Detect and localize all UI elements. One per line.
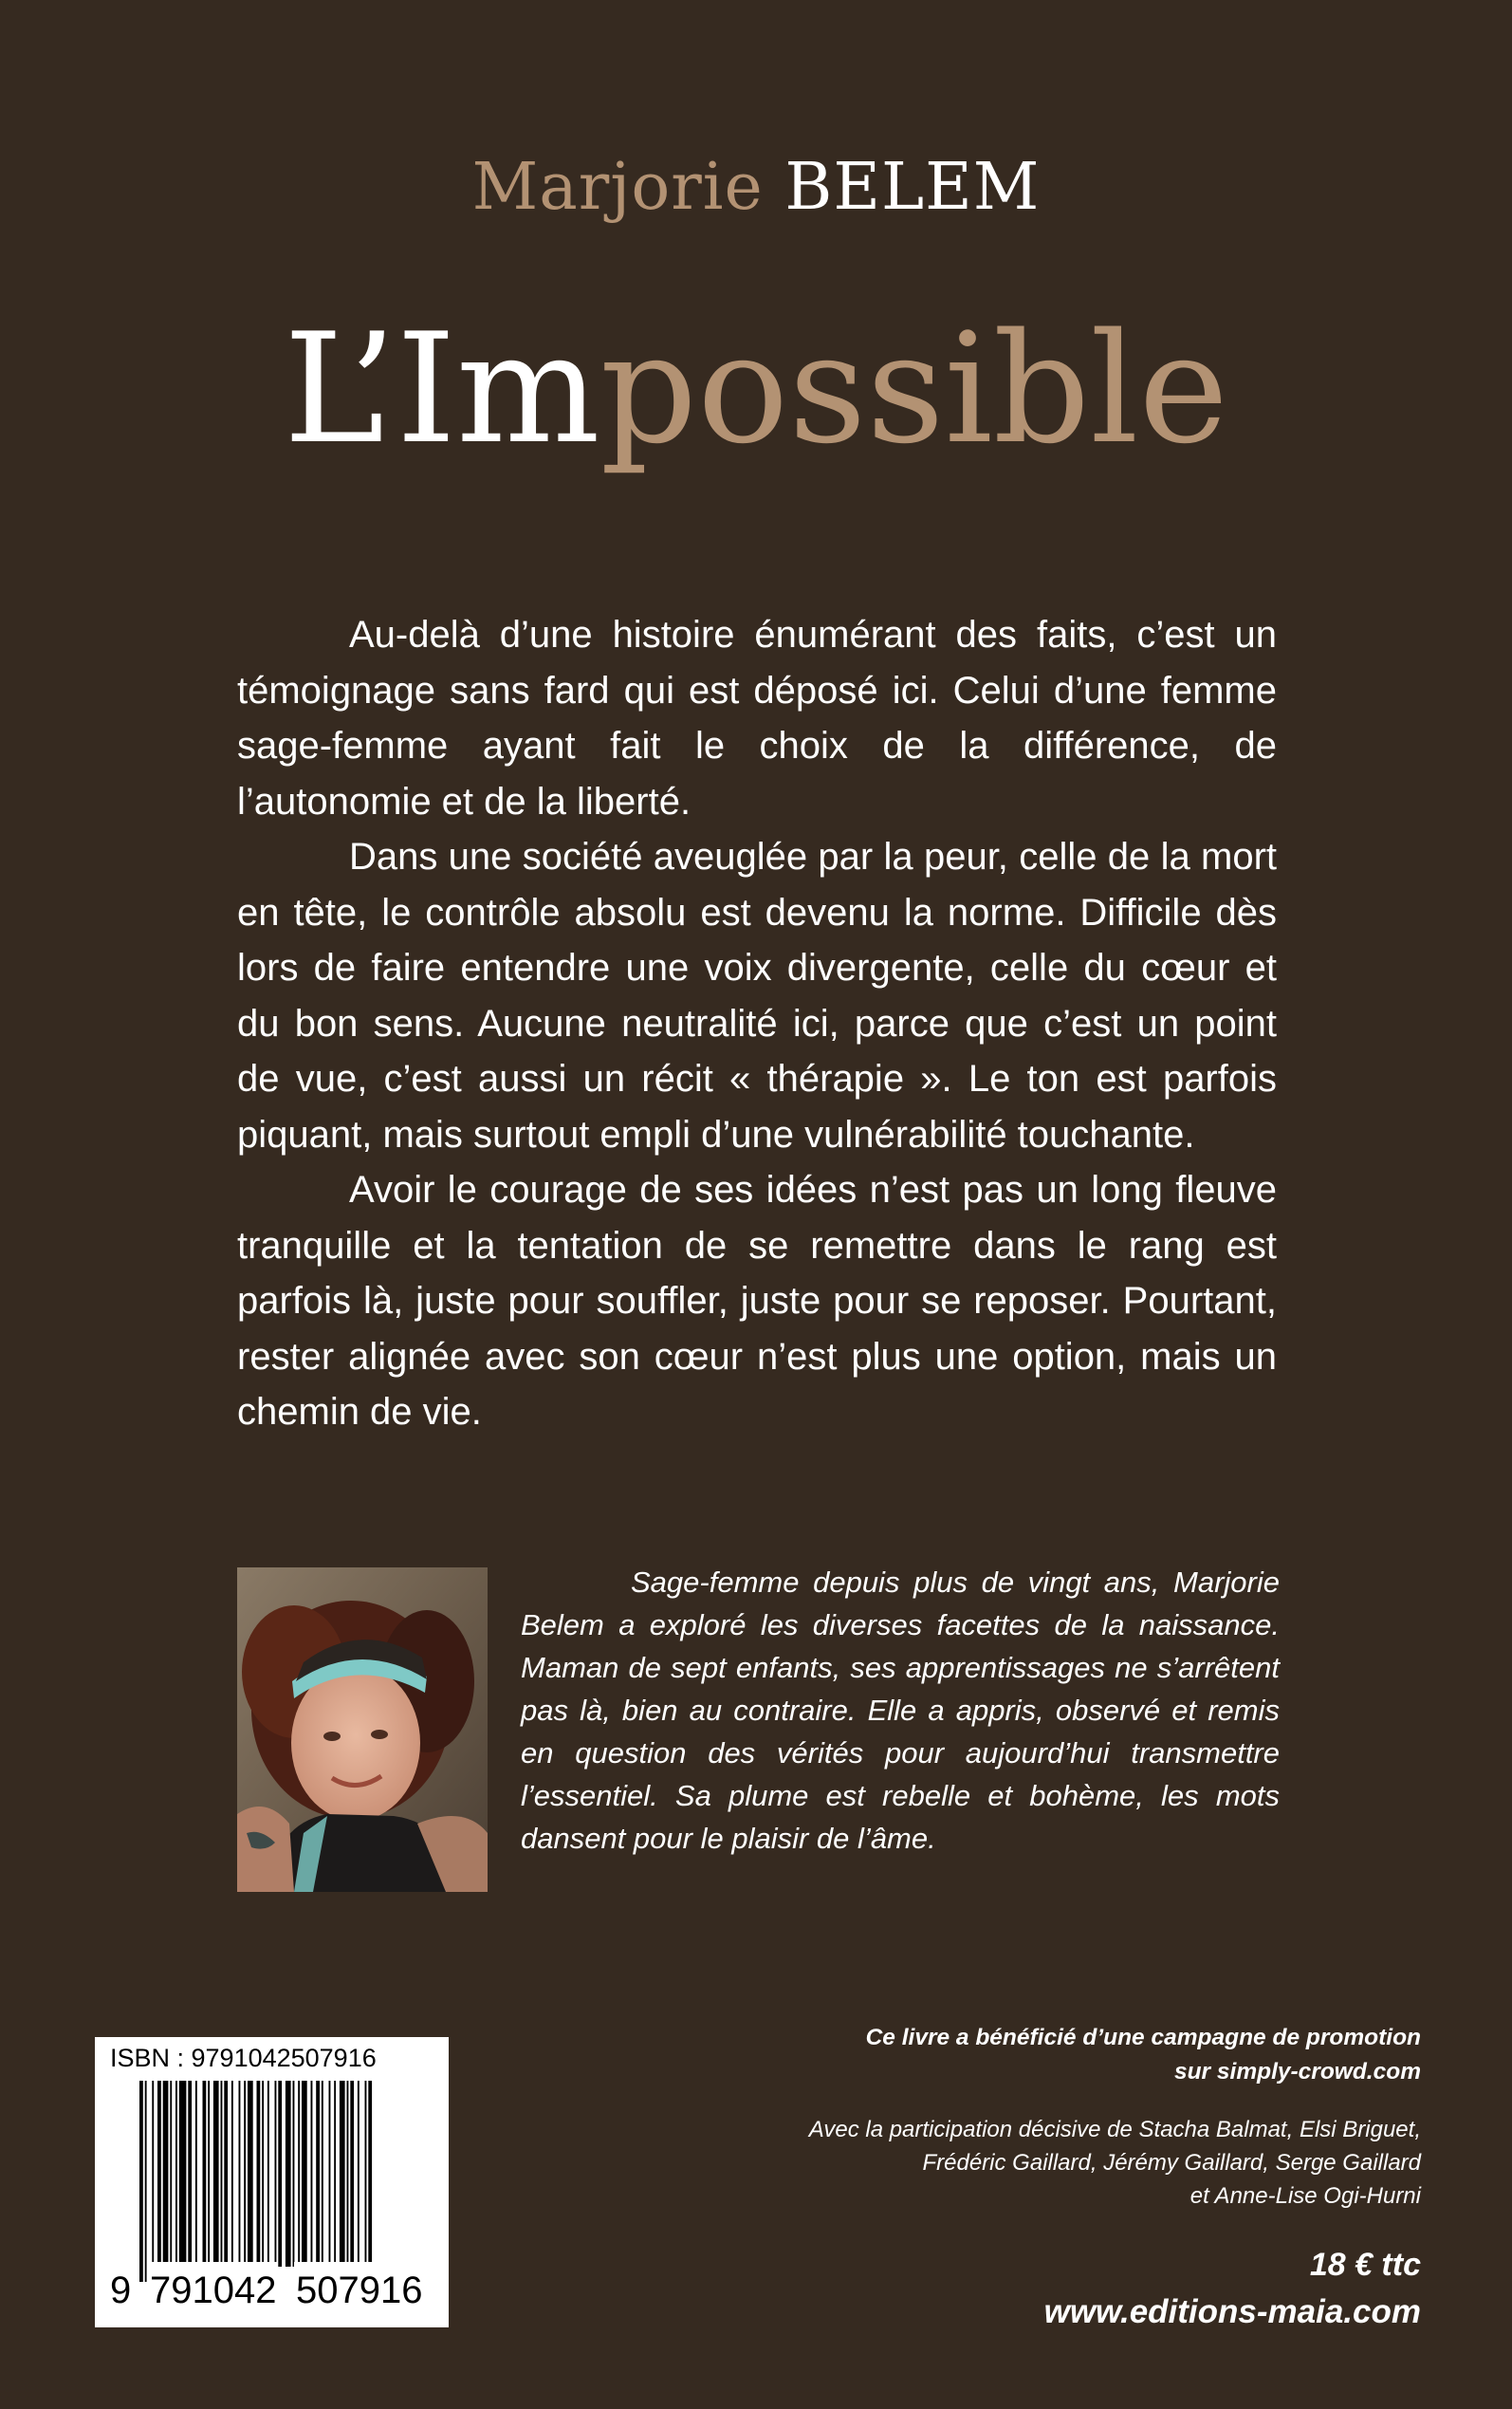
barcode-bar — [244, 2081, 246, 2267]
credits-line-2: Frédéric Gaillard, Jérémy Gaillard, Serge Gaillard — [922, 2150, 1421, 2176]
isbn-digit-first: 9 — [108, 2262, 133, 2319]
credits-line-3: et Anne-Lise Ogi-Hurni — [1189, 2183, 1421, 2209]
barcode-bar — [188, 2081, 192, 2267]
barcode-bar — [139, 2081, 143, 2282]
barcode-bar — [365, 2081, 367, 2267]
book-title — [0, 300, 1512, 477]
barcode-bar — [170, 2081, 172, 2267]
barcode-bar — [262, 2081, 264, 2282]
barcode-bar — [368, 2081, 372, 2282]
back-cover-blurb — [237, 607, 1277, 1440]
barcode-bar — [267, 2081, 269, 2267]
blurb-paragraph: Dans une société aveuglée par la peur, celle de la mort en tête, le contrôle absolu est devenu la norme. Difficile dès lors de faire entendre une voix divergente, celle du cœur et du bon sens. Aucune neutralité ici, parce que c’est un point de vue, c’est aussi un récit « thérapie ». Le ton est parfois piquant, mais surtout empli d’une vulnérabilité touchante. — [237, 836, 1277, 1156]
barcode-bar — [163, 2081, 169, 2267]
barcode-bar — [221, 2081, 223, 2267]
author-name — [0, 150, 1512, 225]
credits-note — [700, 2113, 1421, 2213]
barcode-bar — [278, 2081, 282, 2267]
isbn-label: ISBN : 9791042507916 — [110, 2044, 377, 2072]
barcode-bar — [286, 2081, 291, 2267]
barcode-bar — [340, 2081, 345, 2267]
barcode-bar — [231, 2081, 233, 2267]
barcode-bar — [350, 2081, 354, 2267]
barcode-bar — [203, 2081, 207, 2267]
author-first-name: Marjorie — [471, 150, 764, 225]
title-part-tan: possible — [599, 300, 1229, 477]
barcode-bar — [195, 2081, 197, 2267]
barcode-bar — [239, 2081, 241, 2267]
barcode-bar — [213, 2081, 219, 2267]
title-part-white: L’Im — [283, 300, 600, 477]
barcode-bar — [347, 2081, 349, 2267]
credits-line-1: Avec la participation décisive de Stacha Balmat, Elsi Briguet, — [808, 2117, 1421, 2142]
barcode-bar — [298, 2081, 300, 2267]
barcode-bar — [316, 2081, 320, 2267]
barcode-bar — [257, 2081, 261, 2282]
price: 18 € ttc — [1309, 2247, 1421, 2283]
barcode-bar — [152, 2081, 154, 2267]
promo-note — [757, 2021, 1421, 2089]
promo-line-1: Ce livre a bénéficié d’une campagne de promotion — [865, 2025, 1421, 2050]
barcode-bar — [311, 2081, 313, 2267]
blurb-paragraph: Avoir le courage de ses idées n’est pas un long fleuve tranquille et la tentation de se remettre dans le rang est parfois là, juste pour souffler, juste pour se reposer. Pourtant, rester alignée avec son cœur n’est plus une option, mais un chemin de vie. — [237, 1169, 1277, 1433]
barcode-bar — [322, 2081, 323, 2267]
barcode-bar — [329, 2081, 331, 2267]
bio-paragraph: Sage-femme depuis plus de vingt ans, Marjorie Belem a exploré les diverses facettes de la naissance. Maman de sept enfants, ses apprentissages ne s’arrêtent pas là, bien au contraire. Elle a appris, observé et remis en question des vérités pour aujourd’hui transmettre l’essentiel. Sa plume est rebelle et bohème, les mots dansent pour le plaisir de l’âme. — [521, 1566, 1280, 1855]
isbn-digit-group-1: 791042 — [148, 2262, 278, 2319]
barcode-bar — [145, 2081, 147, 2282]
barcode-bar — [179, 2081, 187, 2267]
barcode-bar — [293, 2081, 295, 2267]
barcode-bar — [302, 2081, 307, 2267]
barcode-bar — [358, 2081, 360, 2267]
author-last-name: BELEM — [784, 150, 1041, 225]
barcode-bar — [175, 2081, 177, 2267]
barcode-bar — [224, 2081, 228, 2267]
barcode-bar — [248, 2081, 253, 2267]
barcode-bar — [334, 2081, 336, 2267]
blurb-paragraph: Au-delà d’une histoire énumérant des faits, c’est un témoignage sans fard qui est déposé ici. Celui d’une femme sage-femme ayant fait le choix de la différence, de l’autonomie et de la liberté. — [237, 614, 1277, 823]
author-bio — [521, 1561, 1280, 1860]
author-photo — [237, 1567, 488, 1892]
isbn-digit-group-2: 507916 — [294, 2262, 424, 2319]
barcode — [139, 2081, 424, 2282]
barcode-bar — [157, 2081, 161, 2267]
barcode-bar — [208, 2081, 210, 2267]
promo-line-2: sur simply-crowd.com — [1173, 2059, 1421, 2085]
barcode-bar — [275, 2081, 277, 2267]
publisher-website: www.editions-maia.com — [1043, 2293, 1421, 2330]
